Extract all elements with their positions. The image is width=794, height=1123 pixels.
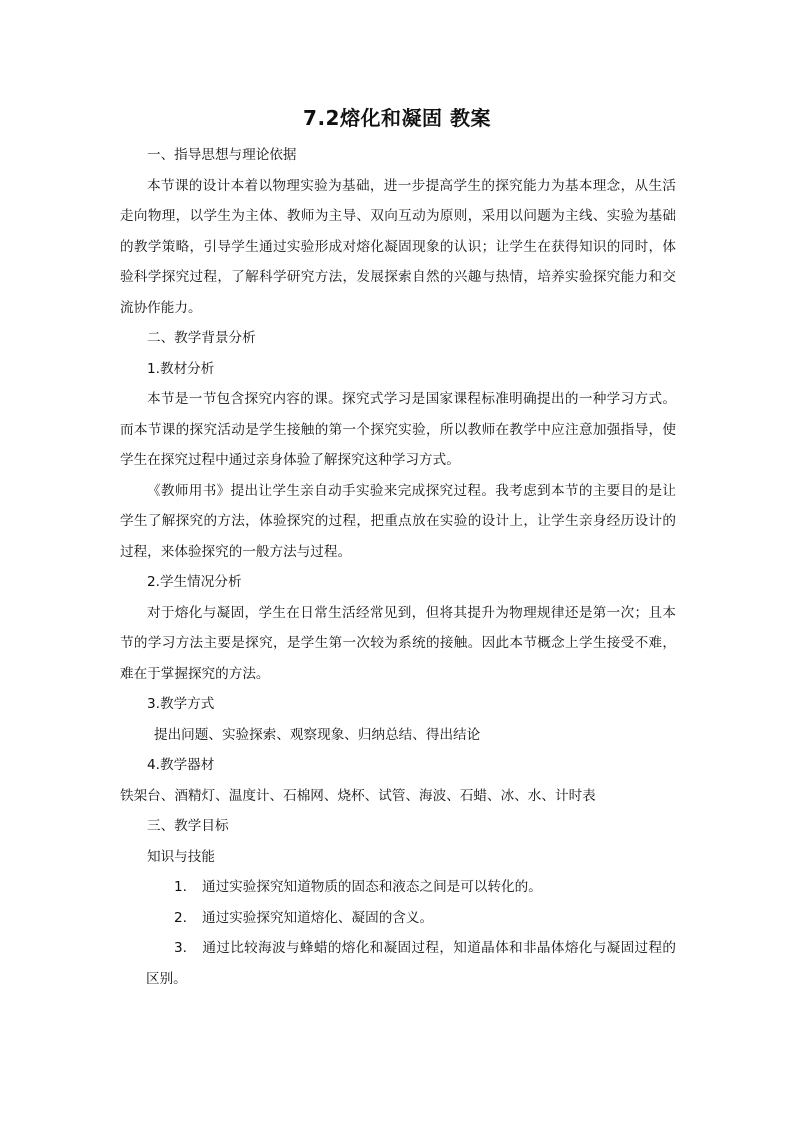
subheading-teaching-method: 3.教学方式 bbox=[147, 696, 215, 712]
subheading-knowledge-skills: 知识与技能 bbox=[147, 848, 215, 865]
subheading-student-analysis: 2.学生情况分析 bbox=[147, 574, 242, 590]
list-item-text: 通过实验探究知道物质的固态和液态之间是可以转化的。 bbox=[202, 879, 542, 895]
paragraph-teaching-equipment: 铁架台、酒精灯、温度计、石棉网、烧杯、试管、海波、石蜡、冰、水、计时表 bbox=[120, 787, 596, 804]
document-body bbox=[120, 140, 676, 994]
list-item-number: 1. bbox=[174, 879, 187, 895]
list-item-text: 通过比较海波与蜂蜡的熔化和凝固过程，知道晶体和非晶体熔化与凝固过程的区别。 bbox=[146, 940, 676, 987]
list-item bbox=[120, 903, 676, 934]
list-item bbox=[120, 872, 676, 903]
paragraph-textbook-analysis-1: 本节是一节包含探究内容的课。探究式学习是国家课程标准明确提出的一种学习方式。而本节课的探究活动是学生接触的第一个探究实验，所以教师在教学中应注意加强指导，使学生在探究过程中通过亲身体验了解探究这种学习方式。 bbox=[120, 391, 676, 468]
paragraph-guiding-ideology: 本节课的设计本着以物理实验为基础，进一步提高学生的探究能力为基本理念，从生活走向物理，以学生为主体、教师为主导、双向互动为原则，采用以问题为主线、实验为基础的教学策略，引导学生通过实验形成对熔化凝固现象的认识；让学生在获得知识的同时，体验科学探究过程，了解科学研究方法，发展探索自然的兴趣与热情，培养实验探究能力和交流协作能力。 bbox=[120, 177, 676, 316]
section-heading-background: 二、教学背景分析 bbox=[147, 330, 256, 346]
paragraph-textbook-analysis-2: 《教师用书》提出让学生亲自动手实验来完成探究过程。我考虑到本节的主要目的是让学生了解探究的方法，体验探究的过程，把重点放在实验的设计上，让学生亲身经历设计的过程，来体验探究的一般方法与过程。 bbox=[120, 482, 676, 560]
list-item bbox=[120, 933, 676, 994]
list-item-number: 3. bbox=[174, 940, 187, 956]
subheading-textbook-analysis: 1.教材分析 bbox=[147, 360, 215, 377]
paragraph-student-analysis: 对于熔化与凝固，学生在日常生活经常见到，但将其提升为物理规律还是第一次；且本节的学习方法主要是探究，是学生第一次较为系统的接触。因此本节概念上学生接受不难，难在于掌握探究的方法。 bbox=[120, 604, 676, 682]
document-title: 7.2熔化和凝固 教案 bbox=[303, 106, 491, 130]
section-heading-teaching-goals: 三、教学目标 bbox=[147, 818, 229, 834]
section-heading-guiding-ideology: 一、指导思想与理论依据 bbox=[147, 147, 297, 163]
paragraph-teaching-method: 提出问题、实验探索、观察现象、归纳总结、得出结论 bbox=[154, 726, 481, 743]
subheading-teaching-equipment: 4.教学器材 bbox=[147, 757, 215, 773]
list-item-text: 通过实验探究知道熔化、凝固的含义。 bbox=[202, 909, 434, 926]
list-item-number: 2. bbox=[174, 909, 187, 926]
